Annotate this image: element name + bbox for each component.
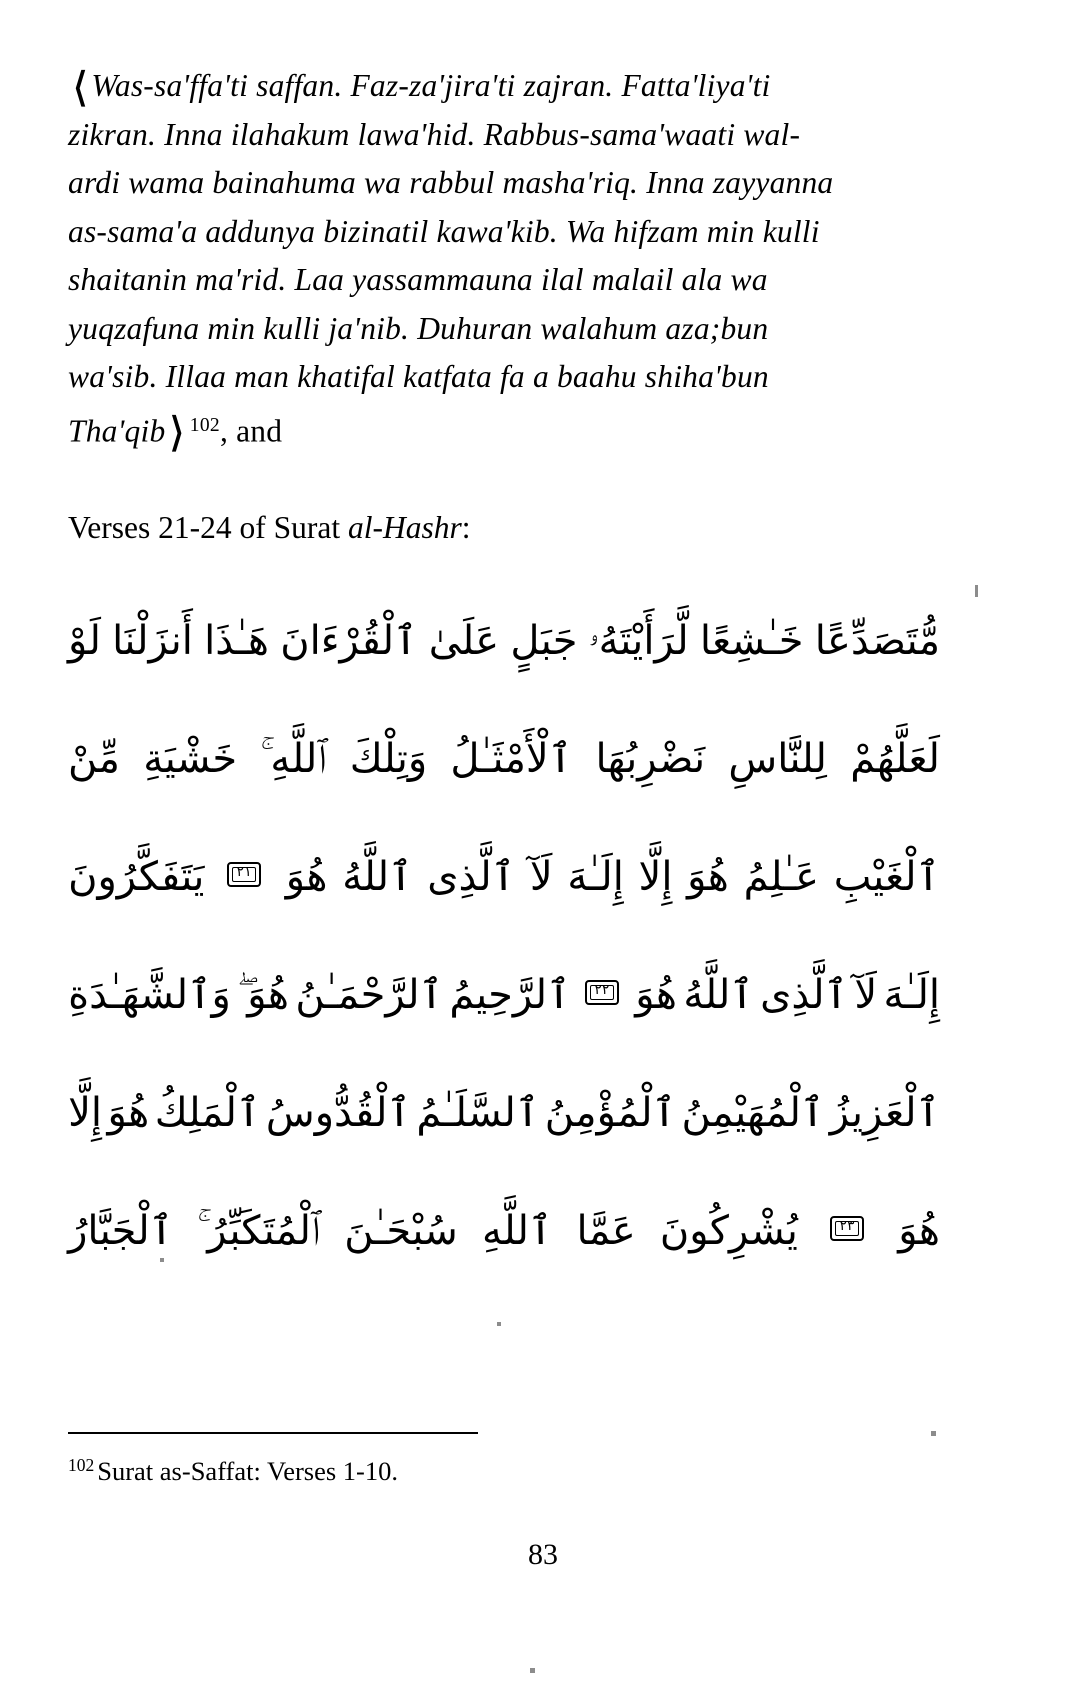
- arabic-word: وَٱلشَّهَـٰدَةِ: [68, 971, 231, 1018]
- scan-speck: [975, 585, 978, 597]
- ayah-number-text: ٢٢: [594, 981, 610, 998]
- scan-speck: [530, 1668, 535, 1673]
- quote-close-ornament-icon: ❭: [167, 412, 187, 452]
- arabic-line-1: [68, 582, 940, 700]
- footnote-body-text: Surat as-Saffat: Verses 1-10.: [97, 1456, 398, 1487]
- verses-intro-before: Verses 21-24 of Surat: [68, 509, 348, 545]
- translit-text-3: ardi wama bainahuma wa rabbul masha'riq. Inna zayyanna: [68, 165, 834, 200]
- arabic-word: ٱلسَّلَـٰمُ: [416, 1089, 540, 1136]
- arabic-word: لَعَلَّهُمْ: [850, 735, 940, 782]
- arabic-word: هَـٰذَا: [204, 617, 270, 664]
- arabic-line-2: [68, 700, 940, 818]
- arabic-word: إِلَّا: [638, 853, 673, 900]
- quote-open-ornament-icon: ❬: [71, 66, 90, 106]
- translit-text-6: yuqzafuna min kulli ja'nib. Duhuran walahum aza;bun: [68, 310, 769, 346]
- arabic-word: جَبَلٍ: [510, 617, 578, 664]
- arabic-word: ٱلْعَزِيزُ: [829, 1089, 940, 1136]
- ayah-number-text: ٢٣: [839, 1217, 855, 1234]
- translit-text-8: Tha'qib: [68, 413, 166, 449]
- ayah-number-text: ٢١: [236, 863, 252, 880]
- ayah-number-medallion-icon: [583, 978, 623, 1008]
- arabic-word: ٱلَّذِى: [427, 853, 516, 900]
- arabic-word: ٱلْمُؤْمِنُ: [544, 1089, 677, 1136]
- translit-trailing-text: , and: [219, 413, 283, 449]
- arabic-word: ٱلْغَيْبِ: [833, 853, 940, 900]
- translit-line-7: [68, 353, 940, 402]
- arabic-word: عَـٰلِمُ: [743, 853, 820, 900]
- arabic-word: ٱلرَّحْمَـٰنُ: [295, 971, 444, 1018]
- footnote-area: [68, 1432, 940, 1488]
- scan-speck: [931, 1431, 936, 1436]
- arabic-word: إِلَـٰهَ: [883, 971, 940, 1018]
- arabic-line-6: [68, 1172, 940, 1290]
- arabic-word: هُوَ: [898, 1207, 940, 1254]
- arabic-word: مِّنْ: [68, 735, 120, 782]
- translit-line-4: [68, 208, 940, 257]
- arabic-word: إِلَـٰهَ: [567, 853, 624, 900]
- footnote-reference-102[interactable]: 102: [189, 414, 220, 436]
- translit-text-5: shaitanin ma'rid. Laa yassammauna ilal malail ala wa: [68, 262, 768, 297]
- arabic-word: ٱلْأَمْثَـٰلُ: [450, 735, 573, 782]
- arabic-word: ٱلَّذِى: [760, 971, 848, 1018]
- footnote-entry: [68, 1448, 940, 1488]
- arabic-word: ٱللَّهِ ۚ: [260, 735, 327, 782]
- arabic-word: عَلَىٰ: [428, 617, 500, 664]
- arabic-word: هُوَ: [687, 853, 729, 900]
- arabic-word: إِلَّا: [68, 1089, 103, 1136]
- arabic-word: عَمَّا: [576, 1207, 636, 1254]
- translit-line-6: [68, 305, 940, 354]
- arabic-word: ٱلْقُرْءَانَ: [280, 617, 418, 664]
- arabic-word: لَوْ: [68, 617, 101, 664]
- arabic-word: لَآ: [854, 971, 878, 1018]
- arabic-word: ٱلرَّحِيمُ: [449, 971, 571, 1018]
- ayah-number-medallion-icon: [225, 860, 265, 890]
- arabic-word: ٱلْمُتَكَبِّرُ ۚ: [197, 1207, 321, 1254]
- translit-line-1: [68, 62, 940, 111]
- arabic-word: وَتِلْكَ: [349, 735, 428, 782]
- arabic-line-3: [68, 818, 940, 936]
- arabic-word: أَنزَلْنَا: [112, 617, 193, 664]
- arabic-word: يُشْرِكُونَ: [659, 1207, 798, 1254]
- translit-text-4: as-sama'a addunya bizinatil kawa'kib. Wa hifzam min kulli: [68, 213, 820, 249]
- transliteration-block: [68, 62, 940, 456]
- arabic-line-5: [68, 1054, 940, 1172]
- arabic-word: ٱلْمَلِكُ: [154, 1089, 261, 1136]
- arabic-word: ٱللَّهِ: [482, 1207, 553, 1254]
- translit-text-7: wa'sib. Illaa man khatifal katfata fa a baahu shiha'bun: [68, 359, 769, 394]
- arabic-word: ٱلْجَبَّارُ: [68, 1207, 174, 1254]
- arabic-word: مُّتَصَدِّعًا: [814, 617, 940, 664]
- arabic-word: خَشْيَةِ: [143, 735, 238, 782]
- arabic-word: هُوَ: [635, 971, 678, 1018]
- arabic-word: يَتَفَكَّرُونَ: [68, 853, 205, 900]
- scan-speck: [497, 1322, 501, 1326]
- verses-intro-surah-name: al-Hashr: [347, 509, 462, 545]
- translit-line-3: [68, 159, 940, 208]
- scan-speck: [160, 1258, 164, 1262]
- arabic-word: سُبْحَـٰنَ: [344, 1207, 458, 1254]
- translit-line-2: [68, 111, 940, 160]
- arabic-word: لَآ: [529, 853, 553, 900]
- arabic-line-4: [68, 936, 940, 1054]
- translit-text-1: Was-sa'ffa'ti saffan. Faz-za'jira'ti zajran. Fatta'liya'ti: [91, 68, 771, 103]
- page-number: 83: [528, 1538, 558, 1571]
- verses-intro-line: [68, 508, 940, 548]
- arabic-word: ٱللَّهُ: [342, 853, 413, 900]
- translit-text-2: zikran. Inna ilahakum lawa'hid. Rabbus-sama'waati wal-: [68, 116, 801, 152]
- page-content: [68, 0, 940, 1290]
- arabic-word: ٱللَّهُ: [683, 971, 754, 1018]
- verses-intro-after: :: [461, 509, 471, 545]
- arabic-word: ٱلْقُدُّوسُ: [265, 1089, 411, 1136]
- arabic-word: لِلنَّاسِ: [728, 735, 827, 782]
- arabic-word: ٱلْمُهَيْمِنُ: [681, 1089, 825, 1136]
- arabic-word: هُوَ ۖ: [237, 971, 289, 1018]
- arabic-word: خَـٰشِعًا: [699, 617, 804, 664]
- arabic-word: هُوَ: [107, 1089, 150, 1136]
- footnote-separator-rule: [68, 1432, 478, 1434]
- translit-line-5: [68, 256, 940, 305]
- arabic-word: نَضْرِبُهَا: [595, 735, 706, 782]
- footnote-number: 102: [68, 1455, 95, 1475]
- translit-line-8: [68, 402, 940, 456]
- arabic-word: هُوَ: [285, 853, 328, 900]
- arabic-quran-passage: [68, 582, 940, 1290]
- ayah-number-medallion-icon: [828, 1214, 868, 1244]
- arabic-word: لَّرَأَيْتَهُۥ: [588, 617, 689, 664]
